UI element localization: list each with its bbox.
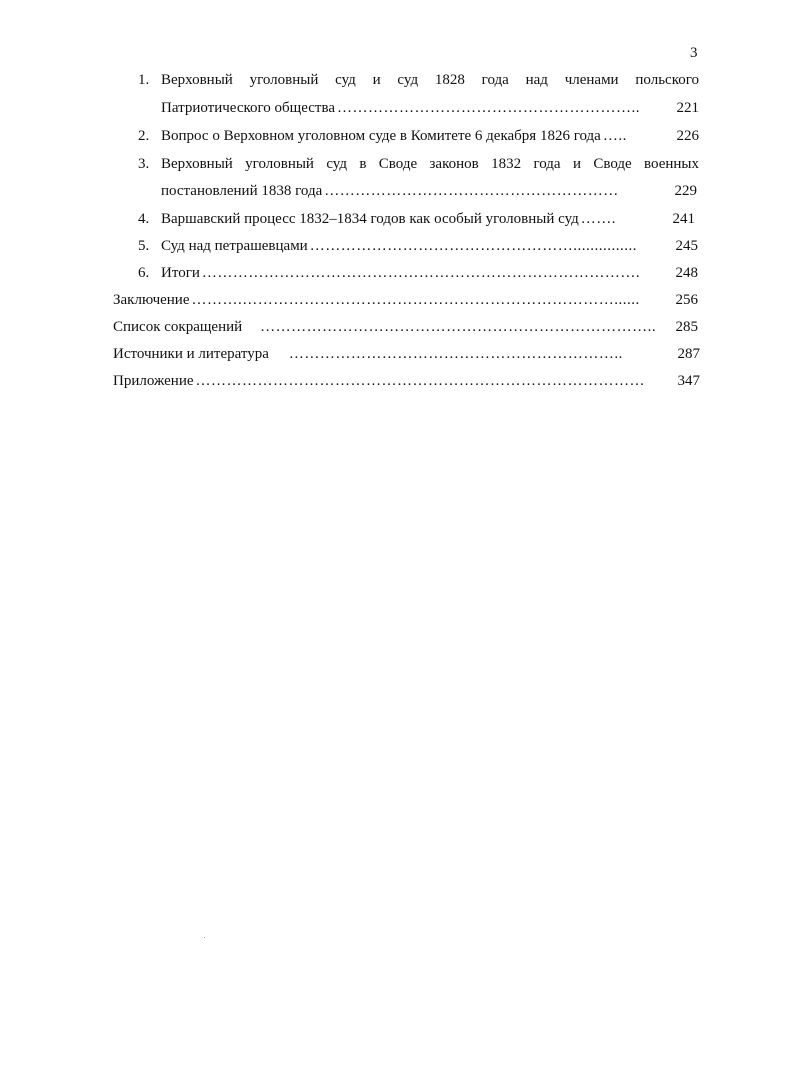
- toc-leader-dots: ……….………………………………………………………………......: [191, 292, 640, 308]
- toc-leader-dots: …….: [580, 211, 617, 227]
- toc-entry-appendix[interactable]: [113, 373, 700, 390]
- toc-entry-number: 2.: [138, 128, 150, 144]
- toc-entry-title-line1: Верховный уголовный суд и суд 1828 года над членами польского: [161, 72, 699, 88]
- toc-page-number: 226: [676, 128, 699, 144]
- toc-leader-dots: …………………………………………………………………..: [260, 319, 657, 335]
- toc-entry-title: Заключение: [113, 292, 190, 308]
- toc-entry-sources[interactable]: [113, 346, 700, 363]
- toc-leader-dots: ………………………………………………………………………….: [201, 265, 641, 281]
- toc-entry-title: Источники и литература: [113, 346, 269, 362]
- toc-leader-dots: …………………………………………………: [324, 183, 619, 199]
- toc-entry-title: Вопрос о Верховном уголовном суде в Комитете 6 декабря 1826 года: [161, 128, 601, 144]
- toc-page-number: 287: [677, 346, 700, 362]
- toc-entry-title: Приложение: [113, 373, 194, 389]
- toc-page-number: 229: [674, 183, 697, 199]
- toc-entry-number: 5.: [138, 238, 150, 254]
- toc-leader-dots: …..: [602, 128, 627, 144]
- toc-entry-title-line2: постановлений 1838 года: [161, 183, 323, 199]
- toc-page-number: 221: [676, 100, 699, 116]
- toc-entry-number: 1.: [138, 72, 150, 88]
- toc-entry-title-line1: Верховный уголовный суд в Своде законов 1832 года и Своде военных: [161, 156, 699, 172]
- toc-entry-title-line2: Патриотического общества: [161, 100, 336, 116]
- toc-entry-number: 6.: [138, 265, 150, 281]
- toc-entry-title: Варшавский процесс 1832–1834 годов как особый уголовный суд: [161, 211, 579, 227]
- toc-entry-title: Суд над петрашевцами: [161, 238, 308, 254]
- toc-leader-dots: ………………………………………………………..: [288, 346, 623, 362]
- toc-page-number: 241: [672, 211, 695, 227]
- toc-entry-conclusion[interactable]: [113, 292, 698, 309]
- toc-page-number: 245: [675, 238, 698, 254]
- toc-page-number: 347: [677, 373, 700, 389]
- toc-page-number: 285: [675, 319, 698, 335]
- toc-entry-number: 4.: [138, 211, 150, 227]
- scan-speck: [204, 937, 205, 938]
- toc-page-number: 248: [675, 265, 698, 281]
- toc-page-number: 256: [675, 292, 698, 308]
- toc-entry-number: 3.: [138, 156, 150, 172]
- toc-leader-dots: ……………………………………………...............: [309, 238, 637, 254]
- toc-leader-dots: …………………………………………………..: [337, 100, 641, 116]
- toc-entry-title: Список сокращений: [113, 319, 243, 335]
- toc-leader-dots: ……………………………………………………………………………: [195, 373, 646, 389]
- page-number: 3: [690, 45, 698, 61]
- toc-entry-abbreviations[interactable]: [113, 319, 698, 336]
- toc-entry-title: Итоги: [161, 265, 200, 281]
